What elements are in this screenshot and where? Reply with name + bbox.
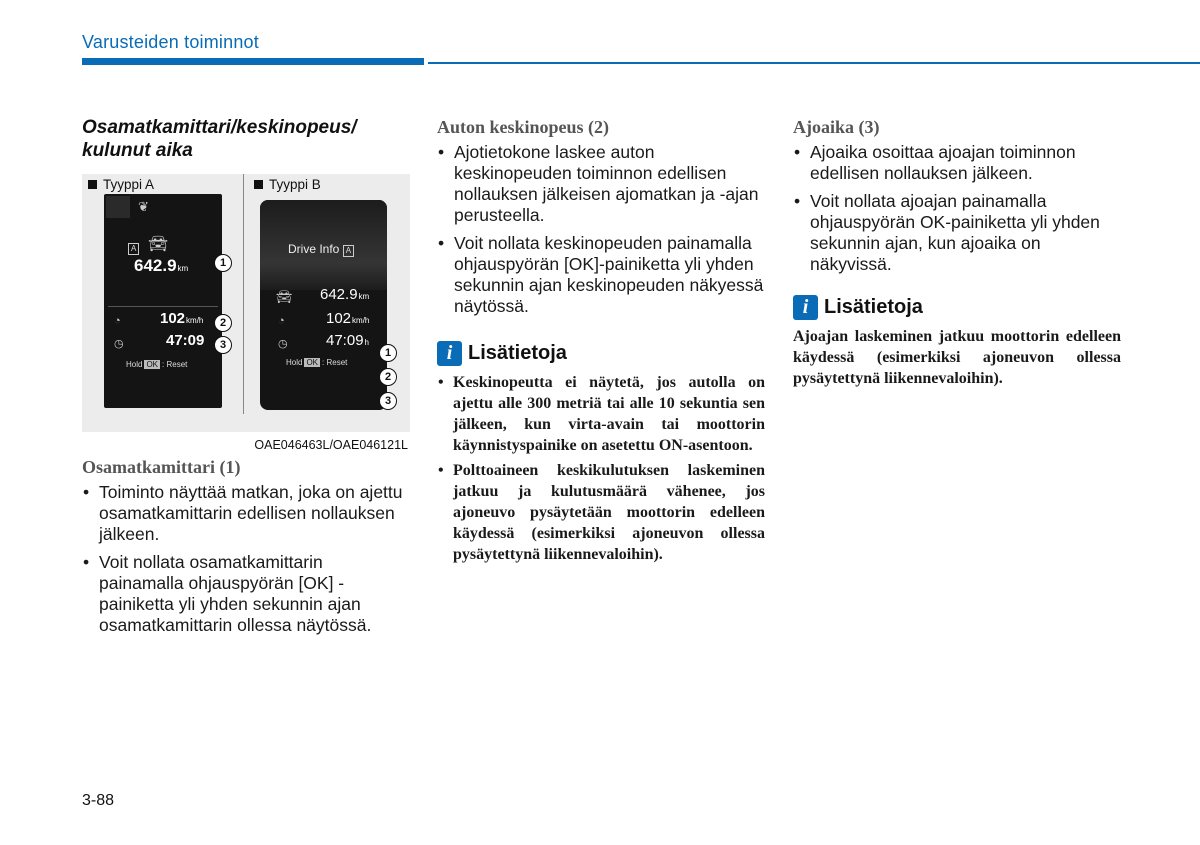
column-1 [82, 116, 410, 643]
time-value-a: 47:09 [166, 332, 205, 349]
cluster-screen-type-b [260, 200, 387, 410]
list-item: • Voit nollata ajoajan painamalla ohjauspyörän OK-painiketta yli yhden sekunnin ajan, kun ajoaika on näkyvissä. [793, 191, 1121, 275]
list-item: • Polttoaineen keskikulutuksen laskeminen jatkuu ja kulutusmäärä vähenee, jos ajoneuvo pysäytetään moottorin edelleen käydessä (esimerkiksi ajoneuvon ollessa pysäytettynä liikennevaloihin). [437, 460, 765, 565]
list-item: • Voit nollata osamatkamittarin painamalla ohjauspyörän [OK] -painiketta yli yhden sekunnin ajan osamatkamittarin ollessa näytössä. [82, 552, 410, 636]
speed-value-a: 102km/h [160, 310, 204, 327]
info-title: Lisätietoja [824, 296, 923, 318]
info-icon: i [437, 341, 462, 366]
page-number: 3-88 [82, 792, 115, 809]
info-title: Lisätietoja [468, 342, 567, 364]
callout-badge-2-b: 2 [379, 368, 397, 386]
car-icon: 🚘︎ [148, 236, 169, 253]
list-item: • Voit nollata keskinopeuden painamalla ohjauspyörän [OK]-painiketta yli yhden sekunnin ajan keskinopeuden näkyessä näytössä. [437, 233, 765, 317]
driving-time-subtitle: Ajoaika (3) [793, 117, 880, 137]
info-icon: i [793, 295, 818, 320]
section-heading-line2: kulunut aika [82, 140, 193, 161]
header-rule-thick [82, 58, 424, 65]
callout-badge-1-a: 1 [214, 254, 232, 272]
screen-tab-box [106, 196, 130, 218]
speedometer-icon: ◔ [114, 315, 121, 327]
car-icon: 🚘︎ [276, 289, 293, 304]
section-header-title: Varusteiden toiminnot [82, 32, 259, 52]
distance-value-a: 642.9km [134, 256, 189, 275]
average-speed-bullets [437, 142, 765, 317]
drive-info-title: Drive Info A [288, 242, 354, 257]
callout-badge-1-b: 1 [379, 344, 397, 362]
section-heading [82, 116, 410, 162]
distance-value-b: 642.9km [320, 286, 370, 303]
figure-divider [243, 174, 244, 414]
section-heading-line1: Osamatkamittari/keskinopeus/ [82, 117, 357, 138]
info-notes [437, 372, 765, 565]
cluster-screen-type-a [104, 194, 222, 408]
callout-badge-3-b: 3 [379, 392, 397, 410]
time-value-b: 47:09h [326, 332, 369, 349]
hold-reset-hint-b: Hold OK : Reset [286, 358, 348, 367]
odometer-bullets [82, 482, 410, 636]
header-rule-thin [428, 62, 1200, 64]
info-heading [437, 341, 765, 366]
list-item: • Keskinopeutta ei näytetä, jos autolla on ajettu alle 300 metriä tai alle 10 sekuntia sen jälkeen, kun virta-avain tai moottorin käynnistyspainike on asetettu ON-asentoon. [437, 372, 765, 456]
trip-info-figure [82, 174, 410, 452]
mode-a-indicator: A [128, 238, 139, 256]
column-3 [793, 116, 1121, 389]
clock-icon: ◷ [278, 338, 288, 350]
speedometer-icon: ◔ [278, 315, 285, 327]
hold-reset-hint-a: Hold OK : Reset [126, 360, 188, 369]
average-speed-subtitle: Auton keskinopeus (2) [437, 117, 610, 137]
list-item: • Ajotietokone laskee auton keskinopeuden toiminnon edellisen nollauksen jälkeisen ajomatkan ja -ajan perusteella. [437, 142, 765, 226]
info-heading [793, 295, 1121, 320]
screen-separator [108, 306, 218, 307]
info-note-paragraph: Ajoajan laskeminen jatkuu moottorin edelleen käydessä (esimerkiksi ajoneuvon ollessa pysäytettynä liikennevaloihin). [793, 328, 1121, 387]
eco-leaf-icon: ❦ [138, 199, 149, 214]
list-item: • Ajoaika osoittaa ajoajan toiminnon edellisen nollauksen jälkeen. [793, 142, 1121, 184]
column-2 [437, 116, 765, 569]
driving-time-bullets [793, 142, 1121, 275]
figure-label-type-a: Tyyppi A [88, 177, 154, 192]
list-item: • Toiminto näyttää matkan, joka on ajettu osamatkamittarin edellisen nollauksen jälkeen. [82, 482, 410, 545]
speed-value-b: 102km/h [326, 310, 370, 327]
figure-label-type-b: Tyyppi B [254, 177, 321, 192]
figure-code: OAE046463L/OAE046121L [254, 438, 408, 452]
callout-badge-2-a: 2 [214, 314, 232, 332]
callout-badge-3-a: 3 [214, 336, 232, 354]
odometer-subtitle: Osamatkamittari (1) [82, 457, 241, 477]
clock-icon: ◷ [114, 338, 124, 350]
